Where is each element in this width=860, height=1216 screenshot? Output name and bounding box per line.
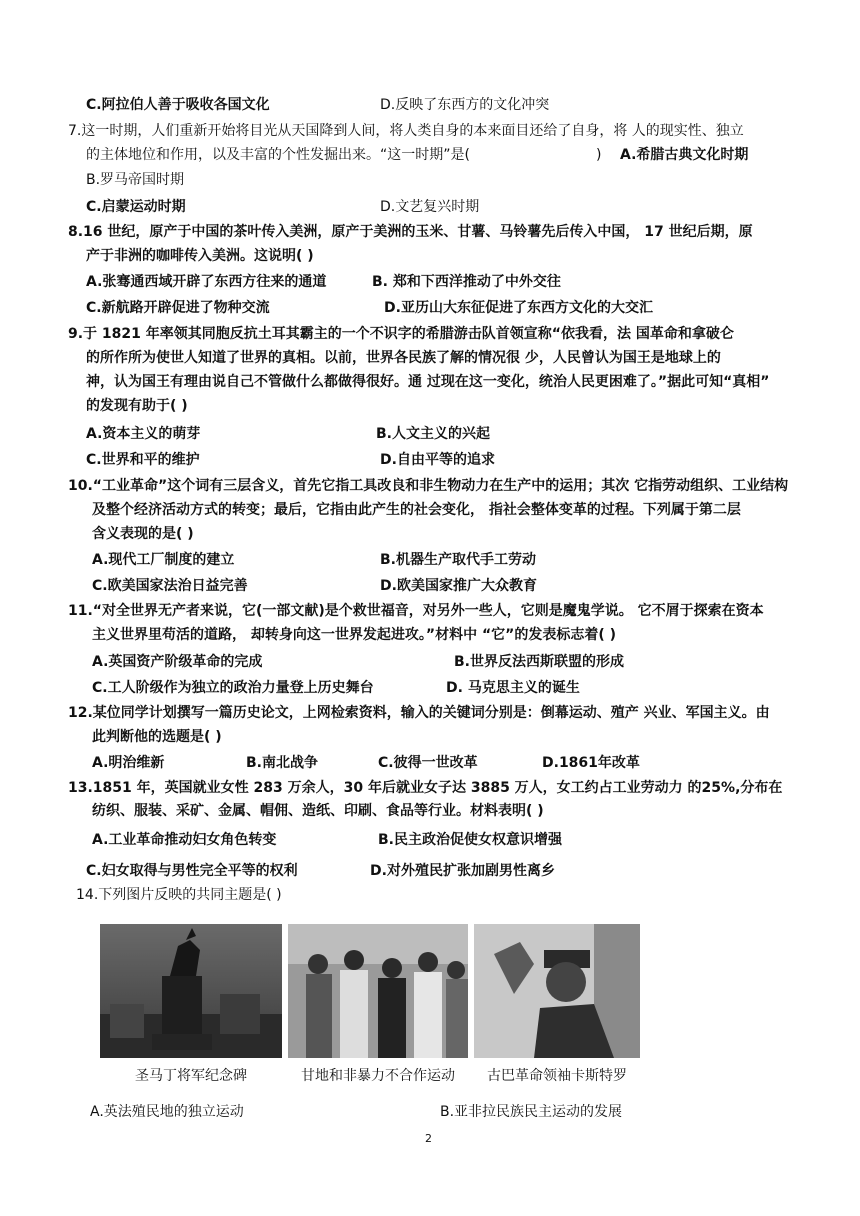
photo-caption-san-martin: 圣马丁将军纪念碑 bbox=[135, 1068, 247, 1084]
question-9-line2: 的所作所为使世人知道了世界的真相。以前，世界各民族了解的情况很 少，人民曾认为国王是地球上的 bbox=[86, 350, 721, 366]
option-d-q10: D.欧美国家推广大众教育 bbox=[380, 578, 537, 594]
question-8-line1: 8.16 世纪，原产于中国的茶叶传入美洲，原产于美洲的玉米、甘薯、马铃薯先后传入中国， 17 世纪后期，原 bbox=[68, 224, 753, 240]
question-12-line2: 此判断他的选题是( ) bbox=[92, 729, 222, 745]
question-13-line1: 13.1851 年，英国就业女性 283 万余人，30 年后就业女子达 3885 万人，女工约占工业劳动力 的25%,分布在 bbox=[68, 780, 783, 796]
option-b-q14: B.亚非拉民族民主运动的发展 bbox=[440, 1104, 623, 1120]
option-d-q12: D.1861年改革 bbox=[542, 755, 640, 771]
option-b-q9: B.人文主义的兴起 bbox=[376, 426, 490, 442]
question-7-line1: 7.这一时期，人们重新开始将目光从天国降到人间，将人类自身的本来面目还给了自身，将 人的现实性、独立 bbox=[68, 123, 744, 139]
question-10-line2: 及整个经济活动方式的转变；最后，它指由此产生的社会变化， 指社会整体变革的过程。下列属于第二层 bbox=[92, 502, 741, 518]
option-a-q10: A.现代工厂制度的建立 bbox=[92, 552, 235, 568]
gandhi-march-photo bbox=[288, 924, 468, 1058]
photo-caption-castro: 古巴革命领袖卡斯特罗 bbox=[487, 1068, 627, 1084]
san-martin-monument-photo bbox=[100, 924, 282, 1058]
question-9-line4: 的发现有助于( ) bbox=[86, 398, 188, 414]
option-a-q9: A.资本主义的萌芽 bbox=[86, 426, 201, 442]
option-a-q7: A.希腊古典文化时期 bbox=[620, 147, 749, 163]
option-a-q13: A.工业革命推动妇女角色转变 bbox=[92, 832, 277, 848]
option-b-q13: B.民主政治促使女权意识增强 bbox=[378, 832, 562, 848]
option-c-q7: C.启蒙运动时期 bbox=[86, 199, 186, 215]
question-7-line2: 的主体地位和作用，以及丰富的个性发掘出来。“这一时期”是( bbox=[86, 147, 470, 163]
option-c-q11: C.工人阶级作为独立的政治力量登上历史舞台 bbox=[92, 680, 374, 696]
question-8-line2: 产于非洲的咖啡传入美洲。这说明( ) bbox=[86, 248, 314, 264]
option-d-q7: D.文艺复兴时期 bbox=[380, 199, 480, 215]
option-b-q10: B.机器生产取代手工劳动 bbox=[380, 552, 536, 568]
question-9-line1: 9.于 1821 年率领其同胞反抗土耳其霸主的一个不识字的希腊游击队首领宣称“依我看，法 国革命和拿破仑 bbox=[68, 326, 734, 342]
question-14-line1: 14.下列图片反映的共同主题是( ) bbox=[76, 887, 282, 903]
page-number: 2 bbox=[425, 1132, 432, 1145]
photo-caption-gandhi: 甘地和非暴力不合作运动 bbox=[301, 1068, 455, 1084]
option-c-q10: C.欧美国家法治日益完善 bbox=[92, 578, 248, 594]
option-b-q12: B.南北战争 bbox=[246, 755, 318, 771]
option-d-q11: D. 马克思主义的诞生 bbox=[446, 680, 580, 696]
castro-photo bbox=[474, 924, 640, 1058]
option-c-q9: C.世界和平的维护 bbox=[86, 452, 200, 468]
option-b-q8: B. 郑和下西洋推动了中外交往 bbox=[372, 274, 561, 290]
question-9-line3: 神，认为国王有理由说自己不管做什么都做得很好。通 过现在这一变化，统治人民更困难了。”据此可知“真相” bbox=[86, 374, 770, 390]
option-d-q8: D.亚历山大东征促进了东西方文化的大交汇 bbox=[384, 300, 653, 316]
option-c-q6: C.阿拉伯人善于吸收各国文化 bbox=[86, 97, 270, 113]
option-a-q14: A.英法殖民地的独立运动 bbox=[90, 1104, 244, 1120]
question-12-line1: 12.某位同学计划撰写一篇历史论文，上网检索资料，输入的关键词分别是：倒幕运动、殖产 兴业、军国主义。由 bbox=[68, 705, 770, 721]
option-d-q13: D.对外殖民扩张加剧男性离乡 bbox=[370, 863, 555, 879]
option-b-q11: B.世界反法西斯联盟的形成 bbox=[454, 654, 624, 670]
option-a-q11: A.英国资产阶级革命的完成 bbox=[92, 654, 263, 670]
option-c-q12: C.彼得一世改革 bbox=[378, 755, 478, 771]
question-11-line1: 11.“对全世界无产者来说，它(一部文献)是个救世福音，对另外一些人，它则是魔鬼学说。 它不屑于探索在资本 bbox=[68, 603, 764, 619]
option-a-q8: A.张骞通西域开辟了东西方往来的通道 bbox=[86, 274, 327, 290]
question-10-line1: 10.“工业革命”这个词有三层含义，首先它指工具改良和非生物动力在生产中的运用；其次 它指劳动组织、工业结构 bbox=[68, 478, 789, 494]
question-11-line2: 主义世界里苟活的道路， 却转身向这一世界发起进攻。”材料中 “它”的发表标志着( ) bbox=[92, 627, 617, 643]
question-10-line3: 含义表现的是( ) bbox=[92, 526, 194, 542]
option-c-q8: C.新航路开辟促进了物种交流 bbox=[86, 300, 270, 316]
option-a-q12: A.明治维新 bbox=[92, 755, 165, 771]
option-b-q7: B.罗马帝国时期 bbox=[86, 172, 185, 188]
option-d-q9: D.自由平等的追求 bbox=[380, 452, 495, 468]
option-c-q13: C.妇女取得与男性完全平等的权利 bbox=[86, 863, 298, 879]
option-d-q6: D.反映了东西方的文化冲突 bbox=[380, 97, 550, 113]
question-7-paren: ) bbox=[596, 147, 602, 163]
question-13-line2: 纺织、服装、采矿、金属、帽佣、造纸、印刷、食品等行业。材料表明( ) bbox=[92, 803, 544, 819]
